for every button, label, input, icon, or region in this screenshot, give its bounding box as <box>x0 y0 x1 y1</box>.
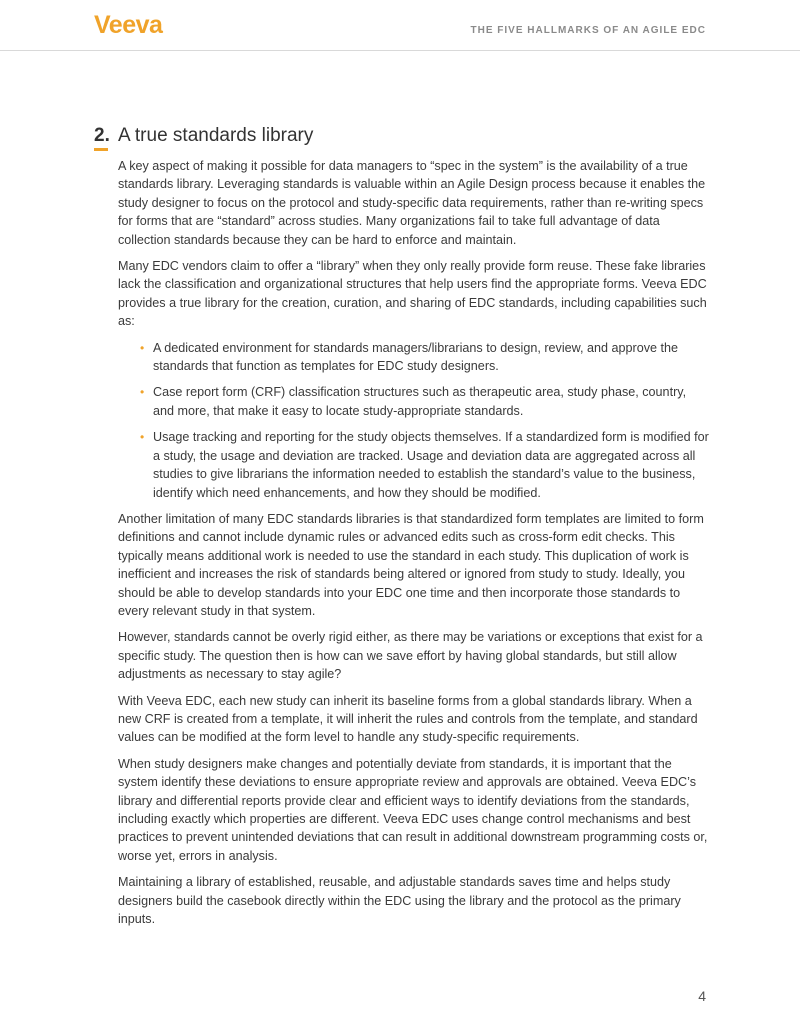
list-item <box>140 428 710 502</box>
running-title: THE FIVE HALLMARKS OF AN AGILE EDC <box>470 25 706 36</box>
list-item <box>140 383 710 420</box>
list-item-text: Usage tracking and reporting for the study objects themselves. If a standardized form is modified for a study, the usage and deviation are tracked. Usage and deviation data are aggregated across all studies to give librarians the information needed to establish the standard’s value to the business, identify which need enhancements, and how they should be modified. <box>153 430 709 500</box>
body-paragraph-1: Another limitation of many EDC standards libraries is that standardized form templates are limited to form definitions and cannot include dynamic rules or advanced edits such as cross-form edit checks. This typically means additional work is needed to use the standard in each study. This duplication of work is inefficient and increases the risk of standards being altered or ignored from study to study. Ideally, you should be able to develop standards into your EDC one time and then incorporate those standards to every relevant study in that system. <box>118 511 704 618</box>
capabilities-list <box>118 339 710 502</box>
page-header <box>0 0 800 51</box>
body-paragraph-2: However, standards cannot be overly rigid either, as there may be variations or exceptions that exist for a specific study. The question then is how can we save effort by having global standards, but still allow adjustments as necessary to stay agile? <box>118 630 703 682</box>
list-item-text: A dedicated environment for standards managers/librarians to design, review, and approve the standards that function as templates for EDC study designers. <box>153 340 679 374</box>
intro-paragraph-2: Many EDC vendors claim to offer a “library” when they only really provide form reuse. These fake libraries lack the classification and organizational structures that help users find the appropriate forms. Veeva EDC provides a true library for the creation, curation, and sharing of EDC standards, including capabilities such as: <box>118 259 707 329</box>
body-paragraph-3: With Veeva EDC, each new study can inherit its baseline forms from a global standards library. When a new CRF is created from a template, it will inherit the rules and controls from the template, and standard values can be modified at the form level to handle any study-specific requirements. <box>118 693 698 745</box>
bullet-dot-icon: • <box>140 385 145 400</box>
intro-paragraph-1: A key aspect of making it possible for data managers to “spec in the system” is the availability of a true standards library. Leveraging standards is valuable within an Agile Design process because it enables the study designer to focus on the protocol and study-specific data requirements, rather than re-writing specs for forms that are “standard” across studies. Many organizations fail to take full advantage of data collection standards because they can be hard to enforce and maintain. <box>118 159 706 247</box>
veeva-logo: Veeva <box>94 11 163 39</box>
section-number: 2. <box>94 125 110 146</box>
list-item <box>140 339 710 376</box>
section-title: A true standards library <box>118 125 314 146</box>
body-paragraph-5: Maintaining a library of established, reusable, and adjustable standards saves time and helps study designers build the casebook directly within the EDC using the library and the protocol as the primary inputs. <box>118 875 681 927</box>
section-number-underline <box>94 148 108 151</box>
body-paragraph-4: When study designers make changes and potentially deviate from standards, it is important that the system identify these deviations to ensure appropriate review and approvals are obtained. Veeva EDC’s library and differential reports provide clear and efficient ways to identify deviations from the standards, including exactly which properties are different. Veeva EDC uses change control mechanisms and best practices to prevent unintended deviations that can result in additional downstream programming costs or, worse yet, errors in analysis. <box>118 756 708 863</box>
bullet-dot-icon: • <box>140 430 145 445</box>
body-content <box>118 157 710 936</box>
list-item-text: Case report form (CRF) classification structures such as therapeutic area, study phase, country, and more, that make it easy to locate study-appropriate standards. <box>153 385 687 418</box>
page-number: 4 <box>698 988 706 1004</box>
bullet-dot-icon: • <box>140 340 145 355</box>
